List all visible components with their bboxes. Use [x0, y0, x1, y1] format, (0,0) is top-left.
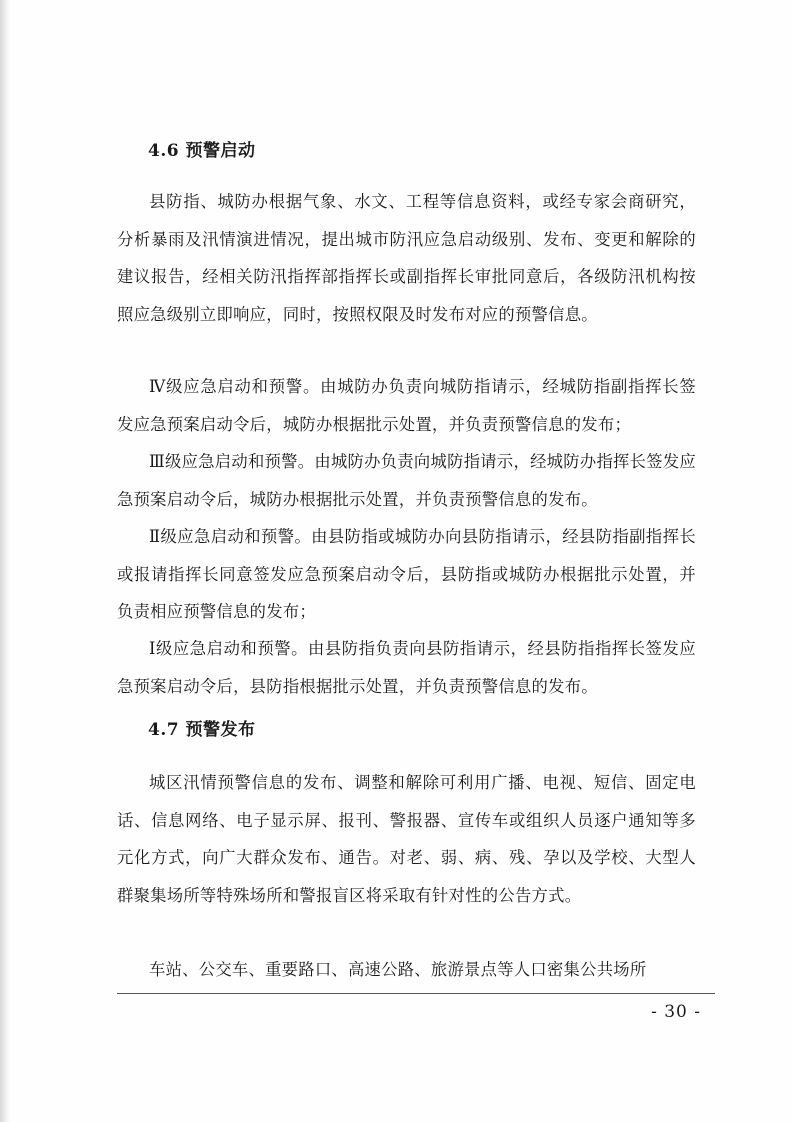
paragraph-public-places: 车站、公交车、重要路口、高速公路、旅游景点等人口密集公共场所: [149, 960, 647, 979]
paragraph-warning-release-channels: 城区汛情预警信息的发布、调整和解除可利用广播、电视、短信、固定电话、信息网络、电子显示屏、报刊、警报器、宣传车或组织人员逐户通知等多元化方式，向广大群众发布、通告。对老、弱、病、残、孕以及学校、大型人群聚集场所等特殊场所和警报盲区将采取有针对性的公告方式。: [117, 773, 696, 905]
footer-divider: [117, 993, 715, 994]
paragraph-level-1-response: Ⅰ级应急启动和预警。由县防指负责向县防指请示，经县防指指挥长签发应急预案启动令后，县防指根据批示处置，并负责预警信息的发布。: [117, 639, 696, 696]
paragraph-level-4-response: Ⅳ级应急启动和预警。由城防办负责向城防指请示，经城防指副指挥长签发应急预案启动令后，城防办根据批示处置，并负责预警信息的发布；: [117, 377, 696, 434]
paragraph-level-3-response: Ⅲ级应急启动和预警。由城防办负责向城防指请示，经城防办指挥长签发应急预案启动令后，城防办根据批示处置，并负责预警信息的发布。: [117, 452, 696, 509]
section-heading-4-7: 4.7 预警发布: [148, 720, 256, 740]
page-number: - 30 -: [651, 1002, 701, 1022]
paragraph-level-2-response: Ⅱ级应急启动和预警。由县防指或城防办向县防指请示，经县防指副指挥长或报请指挥长同意签发应急预案启动令后，县防指或城防办根据批示处置，并负责相应预警信息的发布；: [117, 527, 696, 621]
section-heading-4-6: 4.6 预警启动: [148, 141, 256, 161]
paragraph-warning-activation-intro: 县防指、城防办根据气象、水文、工程等信息资料，或经专家会商研究，分析暴雨及汛情演进情况，提出城市防汛应急启动级别、发布、变更和解除的建议报告，经相关防汛指挥部指挥长或副指挥长审批同意后，各级防汛机构按照应急级别立即响应，同时，按照权限及时发布对应的预警信息。: [117, 192, 696, 324]
scan-edge-shadow: [0, 0, 10, 1122]
